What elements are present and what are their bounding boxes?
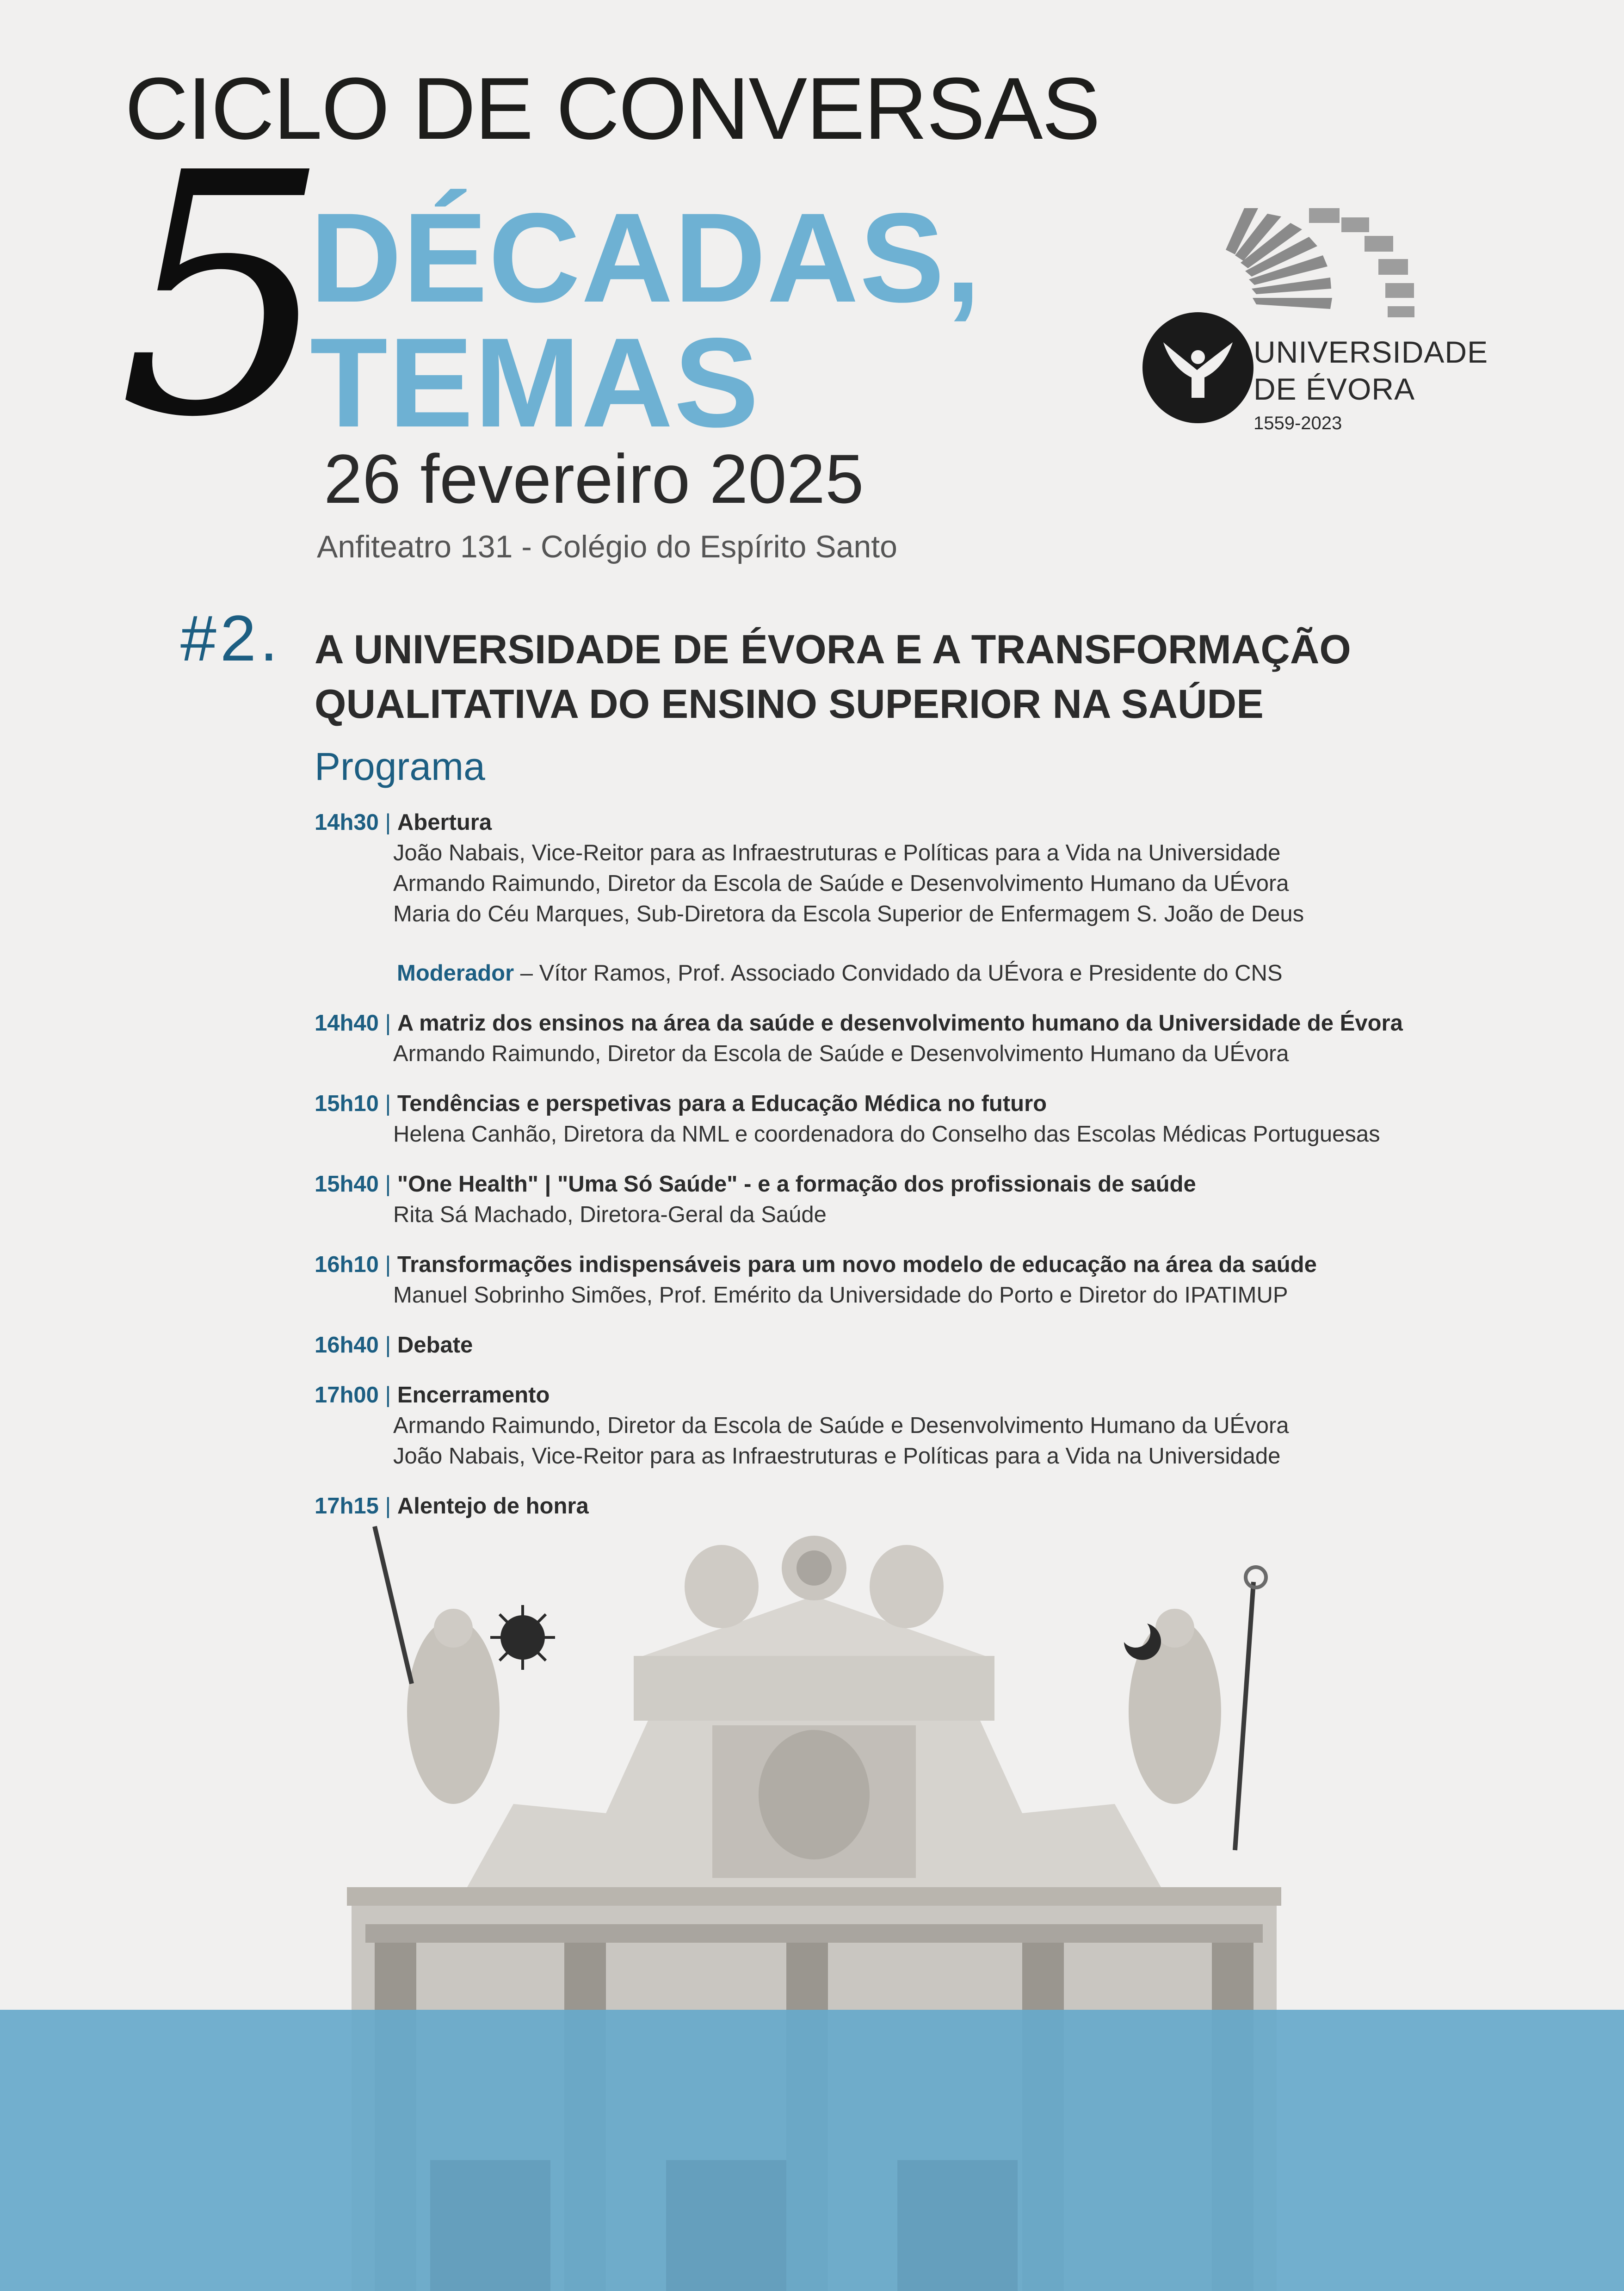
program-time: 15h10 [315,1091,379,1116]
program-time: 17h15 [315,1494,379,1519]
logo-name-line-1: UNIVERSIDADE [1254,335,1488,369]
session-number: #2. [180,602,282,674]
logo-name-line-2: DE ÉVORA [1254,372,1415,406]
program-item-header: 15h10 | Tendências e perspetivas para a Educação Médica no futuro [315,1091,1047,1116]
program-item [315,1169,1587,1230]
program-item-header: 15h40 | "One Health" | "Uma Só Saúde" - e a formação dos profissionais de saúde [315,1172,1196,1197]
program-label: Programa [315,745,485,788]
title-line-2: TEMAS [310,312,760,454]
event-venue: Anfiteatro 131 - Colégio do Espírito Santo [317,529,897,564]
program-item-header: 17h00 | Encerramento [315,1383,550,1408]
program-time: 17h00 [315,1383,379,1408]
program-time: 16h40 [315,1333,379,1358]
program-title: A matriz dos ensinos na área da saúde e desenvolvimento humano da Universidade de Évora [397,1011,1403,1036]
title-line-1: DÉCADAS, [310,187,982,329]
program-title: Encerramento [397,1383,550,1408]
program-list [315,807,1587,1541]
program-item-header: 17h15 | Alentejo de honra [315,1494,589,1519]
program-time: 15h40 [315,1172,379,1197]
program-item [315,1380,1587,1471]
big-number-five: 5 [118,102,330,490]
program-title: Transformações indispensáveis para um novo modelo de educação na área da saúde [397,1252,1317,1277]
program-item [315,1330,1587,1360]
program-speaker: João Nabais, Vice-Reitor para as Infraestruturas e Políticas para a Vida na Universidade [393,1444,1281,1469]
university-logo-graphic-icon [1119,204,1489,444]
university-logo [1119,204,1489,444]
moderator-label: Moderador [397,961,514,986]
program-time: 16h10 [315,1252,379,1277]
program-title: Abertura [397,810,492,835]
logo-years: 1559-2023 [1254,413,1342,433]
program-item [315,807,1587,988]
program-item [315,1008,1587,1069]
program-item-header: 14h30 | Abertura [315,810,492,835]
moderator-text: – Vítor Ramos, Prof. Associado Convidado da UÉvora e Presidente do CNS [514,961,1283,986]
program-item [315,1249,1587,1310]
program-speaker: Helena Canhão, Diretora da NML e coordenadora do Conselho das Escolas Médicas Portuguesas [393,1122,1380,1147]
series-title: CICLO DE CONVERSAS [125,60,1100,158]
program-speaker: Rita Sá Machado, Diretora-Geral da Saúde [393,1202,827,1227]
blue-band [0,2010,1624,2291]
event-date: 26 fevereiro 2025 [324,440,864,518]
program-title: Debate [397,1333,473,1358]
program-time: 14h40 [315,1011,379,1036]
program-speaker: Maria do Céu Marques, Sub-Diretora da Escola Superior de Enfermagem S. João de Deus [393,902,1304,926]
program-speaker: João Nabais, Vice-Reitor para as Infraestruturas e Políticas para a Vida na Universidade [393,840,1281,865]
program-time: 14h30 [315,810,379,835]
program-title: "One Health" | "Uma Só Saúde" - e a formação dos profissionais de saúde [397,1172,1196,1197]
program-title: Alentejo de honra [397,1494,589,1519]
session-title: A UNIVERSIDADE DE ÉVORA E A TRANSFORMAÇÃO QUALITATIVA DO ENSINO SUPERIOR NA SAÚDE [315,626,1351,727]
program-item [315,1088,1587,1149]
program-item-header: 16h40 | Debate [315,1333,473,1358]
program-title: Tendências e perspetivas para a Educação Médica no futuro [397,1091,1047,1116]
program-speaker: Armando Raimundo, Diretor da Escola de Saúde e Desenvolvimento Humano da UÉvora [393,1413,1289,1438]
program-item-header: 14h40 | A matriz dos ensinos na área da saúde e desenvolvimento humano da Universidade de Évora [315,1011,1403,1036]
program-moderator [315,958,1587,988]
program-speaker: Armando Raimundo, Diretor da Escola de Saúde e Desenvolvimento Humano da UÉvora [393,871,1289,896]
program-speaker: Armando Raimundo, Diretor da Escola de Saúde e Desenvolvimento Humano da UÉvora [393,1041,1289,1066]
program-speaker: Manuel Sobrinho Simões, Prof. Emérito da Universidade do Porto e Diretor do IPATIMUP [393,1283,1288,1308]
program-item-header: 16h10 | Transformações indispensáveis para um novo modelo de educação na área da saúde [315,1252,1317,1277]
